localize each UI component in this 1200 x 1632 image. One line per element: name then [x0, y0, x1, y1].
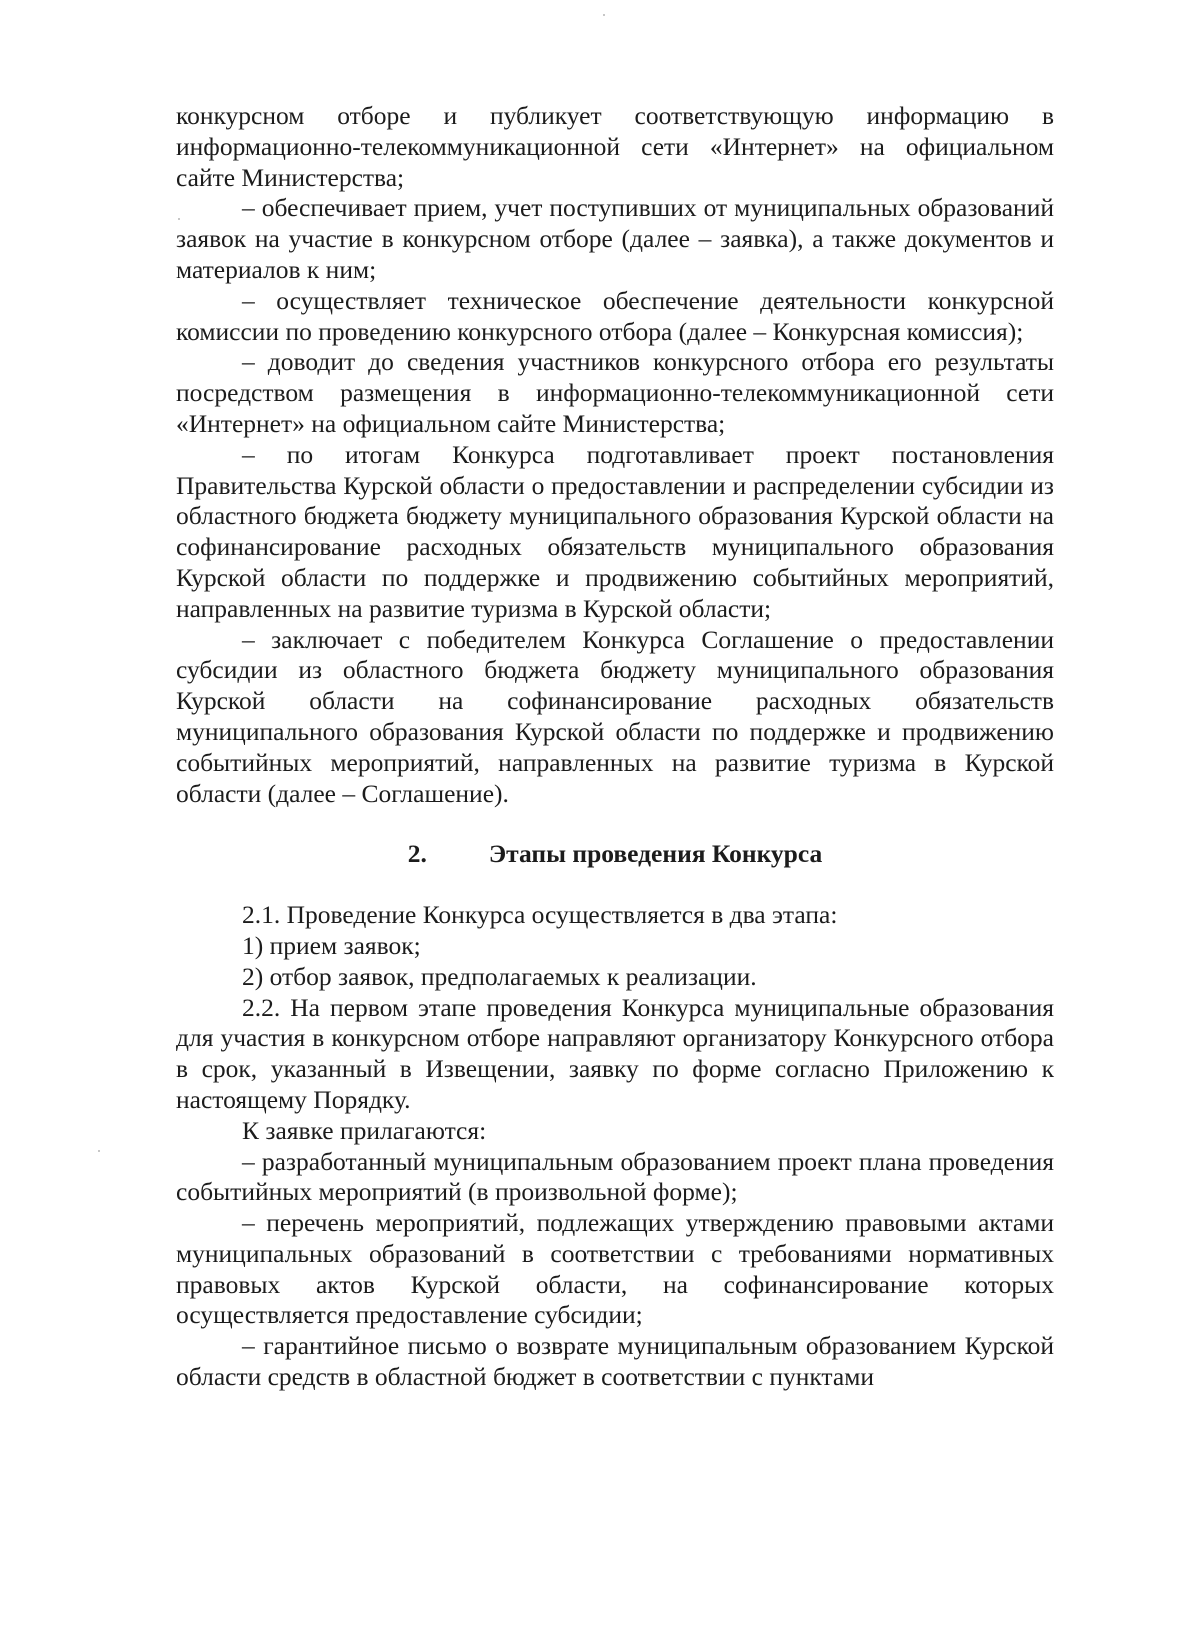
paragraph-item: 2) отбор заявок, предполагаемых к реализации. — [242, 961, 757, 991]
scan-speck — [603, 14, 605, 16]
paragraph-item: – обеспечивает прием, учет поступивших от муниципальных образований заявок на участие в конкурсном отборе (далее – заявка), а также документов и материалов к ним; — [176, 193, 1054, 284]
document-body — [176, 101, 1054, 1393]
paragraph-item: – гарантийное письмо о возврате муниципальным образованием Курской области средств в областной бюджет в соответствии с пунктами — [176, 1331, 1054, 1392]
paragraph-item: – разработанный муниципальным образованием проект плана проведения событийных мероприятий (в произвольной форме); — [176, 1146, 1054, 1207]
paragraph-item: – доводит до сведения участников конкурсного отбора его результаты посредством размещения в информационно-телекоммуникационной сети «Интернет» на официальном сайте Министерства; — [176, 347, 1054, 438]
section-heading — [176, 839, 1054, 870]
paragraph-item: 1) прием заявок; — [242, 930, 421, 960]
paragraph-item: – по итогам Конкурса подготавливает проект постановления Правительства Курской области о предоставлении и распределении субсидии из областного бюджета бюджету муниципального образования Курской области на софинансирование расходных обязательств муниципального образования Курской области по поддержке и продвижению событийных мероприятий, направленных на развитие туризма в Курской области; — [176, 439, 1054, 623]
section-title: Этапы проведения Конкурса — [488, 839, 823, 869]
paragraph-item: – перечень мероприятий, подлежащих утверждению правовыми актами муниципальных образований в соответствии с требованиями нормативных правовых актов Курской области, на софинансирование которых осуществляется предоставление субсидии; — [176, 1208, 1054, 1330]
scan-speck — [98, 1150, 100, 1152]
paragraph-item: – осуществляет техническое обеспечение деятельности конкурсной комиссии по проведению конкурсного отбора (далее – Конкурсная комиссия); — [176, 285, 1054, 346]
paragraph-item: К заявке прилагаются: — [242, 1115, 487, 1145]
paragraph-item: 2.2. На первом этапе проведения Конкурса муниципальные образования для участия в конкурсном отборе направляют организатору Конкурсного отбора в срок, указанный в Извещении, заявку по форме согласно Приложению к настоящему Порядку. — [176, 992, 1054, 1114]
section-number: 2. — [407, 839, 427, 869]
paragraph-item: 2.1. Проведение Конкурса осуществляется в два этапа: — [242, 900, 838, 930]
paragraph-continuation: конкурсном отборе и публикует соответствующую информацию в информационно-телекоммуникационной сети «Интернет» на официальном сайте Министерства; — [176, 101, 1054, 192]
paragraph-item: – заключает с победителем Конкурса Соглашение о предоставлении субсидии из областного бюджета бюджету муниципального образования Курской области на софинансирование расходных обязательств муниципального образования Курской области по поддержке и продвижению событийных мероприятий, направленных на развитие туризма в Курской области (далее – Соглашение). — [176, 624, 1054, 808]
